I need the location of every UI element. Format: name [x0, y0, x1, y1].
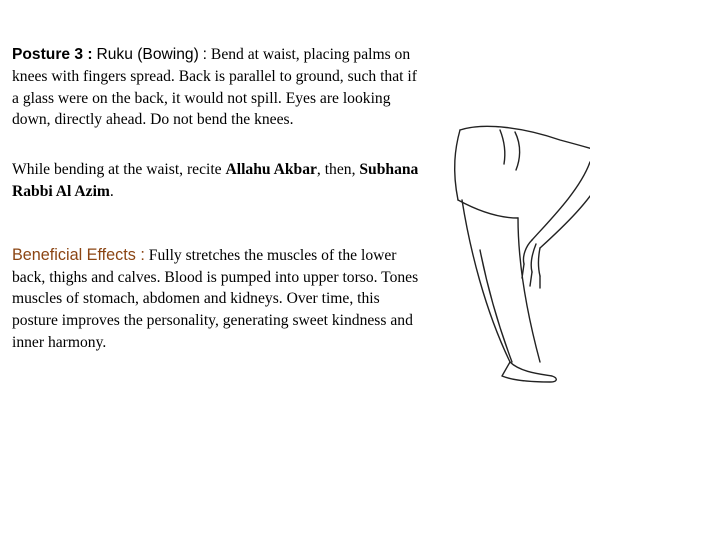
recitation-suffix: .: [109, 182, 114, 200]
recitation-phrase-2: Subhana Rabbi Al Azim: [12, 161, 419, 200]
posture-separator: :: [202, 46, 208, 63]
posture-paragraph: [12, 44, 422, 131]
effects-paragraph: [12, 245, 422, 354]
effects-text: Fully stretches the muscles of the lower back, thighs and calves. Blood is pumped into upper torso. Tones muscles of stomach, abdomen and kidneys. Over time, this posture improves the personality, generating sweet kindness and inner harmony.: [12, 246, 419, 351]
bowing-figure-icon: [440, 100, 590, 400]
posture-name: Ruku (Bowing): [96, 46, 199, 63]
posture-number: Posture 3 :: [12, 46, 93, 63]
bowing-figure-illustration: [440, 100, 590, 400]
recitation-middle: , then,: [316, 161, 356, 179]
recitation-prefix: While bending at the waist, recite: [12, 161, 222, 179]
effects-label: Beneficial Effects :: [12, 245, 145, 264]
recitation-phrase-1: Allahu Akbar: [225, 161, 317, 179]
text-column: [12, 44, 422, 354]
recitation-paragraph: [12, 159, 422, 203]
posture-description: Bend at waist, placing palms on knees with fingers spread. Back is parallel to ground, such that if a glass were on the back, it would not spill. Eyes are looking down, directly ahead. Do not bend the knees.: [12, 46, 417, 129]
